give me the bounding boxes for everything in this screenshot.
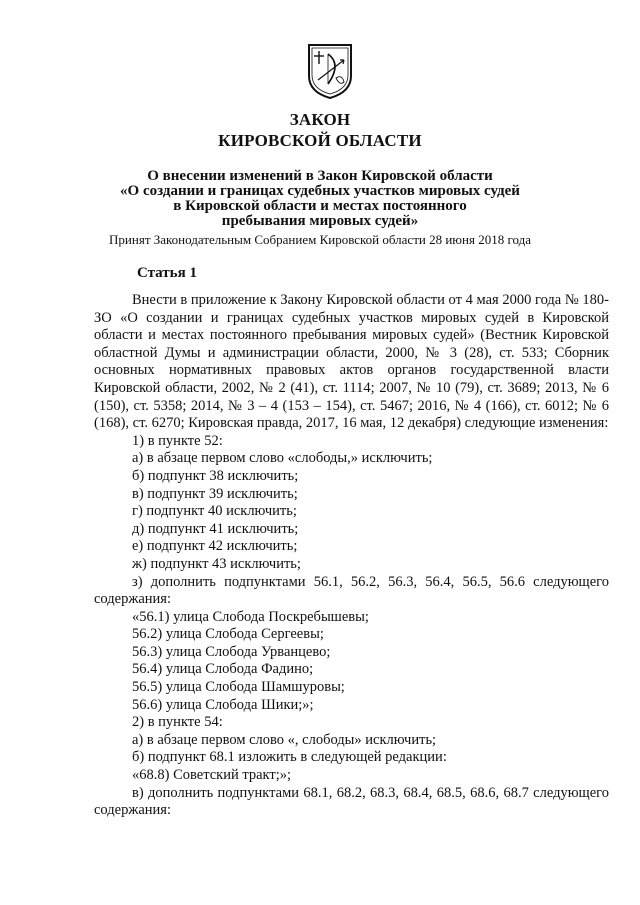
article-intro-paragraph: Внести в приложение к Закону Кировской области от 4 мая 2000 года № 180-ЗО «О создании и границах судебных участков мировых судей в Кировской области и местах постоянного пребывания мировых судей» (Вестник Кировской областной Думы и администрации области, 2000, № 3 (28), ст. 533; Сборник основных нормативных правовых актов органов государственной власти Кировской области, 2002, № 2 (41), ст. 1114; 2007, № 10 (79), ст. 3689; 2013, № 6 (150), ст. 5358; 2014, № 3 – 4 (153 – 154), ст. 5467; 2016, № 4 (166), ст. 6012; № 6 (168), ст. 6270; Кировская правда, 2017, 16 мая, 12 декабря) следующие изменения:: [94, 292, 609, 432]
article-body: [94, 292, 609, 820]
amendment-item: е) подпункт 42 исключить;: [132, 538, 298, 555]
amendment-item-z: з) дополнить подпунктами 56.1, 56.2, 56.3, 56.4, 56.5, 56.6 следующего содержания:: [94, 573, 609, 608]
amendment-item: 1) в пункте 52:: [132, 432, 223, 449]
amendment-item: а) в абзаце первом слово «слободы,» исключить;: [132, 450, 433, 467]
amendment-item: 56.2) улица Слобода Сергеевы;: [132, 626, 324, 643]
subtitle-line: в Кировской области и местах постоянного: [173, 198, 467, 214]
amendment-item: б) подпункт 38 исключить;: [132, 467, 299, 484]
region-title: КИРОВСКОЙ ОБЛАСТИ: [218, 131, 422, 150]
article-title: Статья 1: [137, 265, 197, 281]
amendment-item: ж) подпункт 43 исключить;: [132, 555, 301, 572]
amendment-item-v: в) дополнить подпунктами 68.1, 68.2, 68.3, 68.4, 68.5, 68.6, 68.7 следующего содержания:: [94, 784, 609, 819]
amendment-item: в) подпункт 39 исключить;: [132, 485, 298, 502]
amendment-item: 56.3) улица Слобода Урванцево;: [132, 643, 331, 660]
subtitle-line: «О создании и границах судебных участков мировых судей: [120, 183, 520, 199]
doc-type-title: ЗАКОН: [289, 110, 351, 129]
amendment-item: «68.8) Советский тракт;»;: [132, 767, 292, 784]
amendment-item: 56.6) улица Слобода Шики;»;: [132, 696, 314, 713]
amendment-item: 56.5) улица Слобода Шамшуровы;: [132, 679, 345, 696]
amendment-item: б) подпункт 68.1 изложить в следующей редакции:: [132, 749, 447, 766]
amendment-item: г) подпункт 40 исключить;: [132, 503, 297, 520]
subtitle-line: пребывания мировых судей»: [221, 213, 419, 229]
amendment-item: 2) в пункте 54:: [132, 714, 223, 731]
amendment-item: д) подпункт 41 исключить;: [132, 520, 299, 537]
subtitle-line: О внесении изменений в Закон Кировской области: [147, 168, 493, 184]
amendment-item: а) в абзаце первом слово «, слободы» исключить;: [132, 731, 437, 748]
amendment-item: «56.1) улица Слобода Поскребышевы;: [132, 608, 369, 625]
coat-of-arms-emblem: [306, 42, 354, 100]
amendment-item: 56.4) улица Слобода Фадино;: [132, 661, 314, 678]
adoption-note: Принят Законодательным Собранием Кировской области 28 июня 2018 года: [109, 232, 531, 247]
